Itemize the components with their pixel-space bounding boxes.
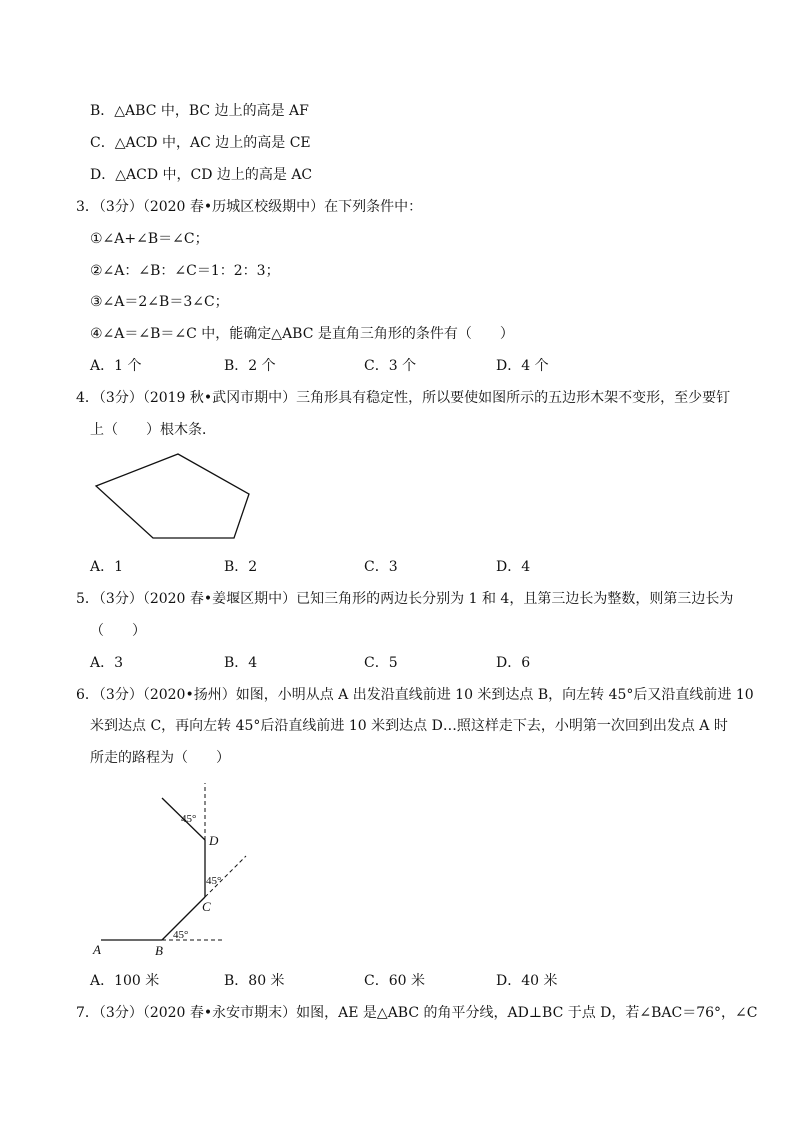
q3-condition-2: ②∠A：∠B：∠C＝1：2：3； [90,263,280,279]
q6-stem-line1: 6．（3分）（2020•扬州）如图，小明从点 A 出发沿直线前进 10 米到达点 B，向左转 45°后又沿直线前进 10 [76,687,754,703]
q7-stem-line1: 7．（3分）（2020 春•永安市期末）如图，AE 是△ABC 的角平分线，AD⊥BC 于点 D，若∠BAC＝76°，∠C [76,1005,758,1021]
q4-option-c: C．3 [364,559,398,575]
q4-option-b: B．2 [224,559,258,575]
q3-condition-4: ④∠A＝∠B＝∠C 中，能确定△ABC 是直角三角形的条件有（ ） [90,326,514,342]
q4-option-a: A．1 [90,559,124,575]
q2-option-b: B．△ABC 中，BC 边上的高是 AF [90,103,309,119]
q4-stem-line2: 上（ ）根木条． [90,422,216,438]
q4-stem-line1: 4．（3分）（2019 秋•武冈市期中）三角形具有稳定性，所以要使如图所示的五边形木架不变形，至少要钉 [76,390,731,406]
q3-option-c: C．3 个 [364,358,417,374]
point-c-label: C [202,899,211,914]
q3-condition-3: ③∠A＝2∠B＝3∠C； [90,294,229,310]
q5-option-a: A．3 [90,655,124,671]
q5-option-b: B．4 [224,655,258,671]
angle-b-label: 45° [173,929,189,941]
q3-option-b: B．2 个 [224,358,276,374]
q4-option-d: D．4 [496,559,531,575]
q6-option-a: A．100 米 [90,973,160,989]
q3-option-d: D．4 个 [496,358,549,374]
q2-option-d: D．△ACD 中，CD 边上的高是 AC [90,167,313,183]
q3-stem: 3．（3分）（2020 春•历城区校级期中）在下列条件中： [76,199,423,215]
q3-condition-1: ①∠A+∠B＝∠C； [90,231,209,247]
point-b-label: B [155,943,163,958]
angle-d-label: 45° [181,813,197,825]
q5-option-c: C．5 [364,655,398,671]
q6-option-b: B．80 米 [224,973,285,989]
q5-stem-line1: 5．（3分）（2020 春•姜堰区期中）已知三角形的两边长分别为 1 和 4，且第三边长为整数，则第三边长为 [76,591,734,607]
point-a-label: A [93,942,101,957]
q3-option-a: A．1 个 [90,358,142,374]
q5-stem-line2: （ ） [90,623,146,639]
q2-option-c: C．△ACD 中，AC 边上的高是 CE [90,135,311,151]
q6-stem-line2: 米到达点 C，再向左转 45°后沿直线前进 10 米到达点 D…照这样走下去，小明第一次回到出发点 A 时 [90,718,728,734]
angle-c-label: 45° [206,875,222,887]
point-d-label: D [209,833,219,848]
q6-option-d: D．40 米 [496,973,558,989]
q5-option-d: D．6 [496,655,531,671]
q6-stem-line3: 所走的路程为（ ） [90,750,230,766]
q6-option-c: C．60 米 [364,973,425,989]
